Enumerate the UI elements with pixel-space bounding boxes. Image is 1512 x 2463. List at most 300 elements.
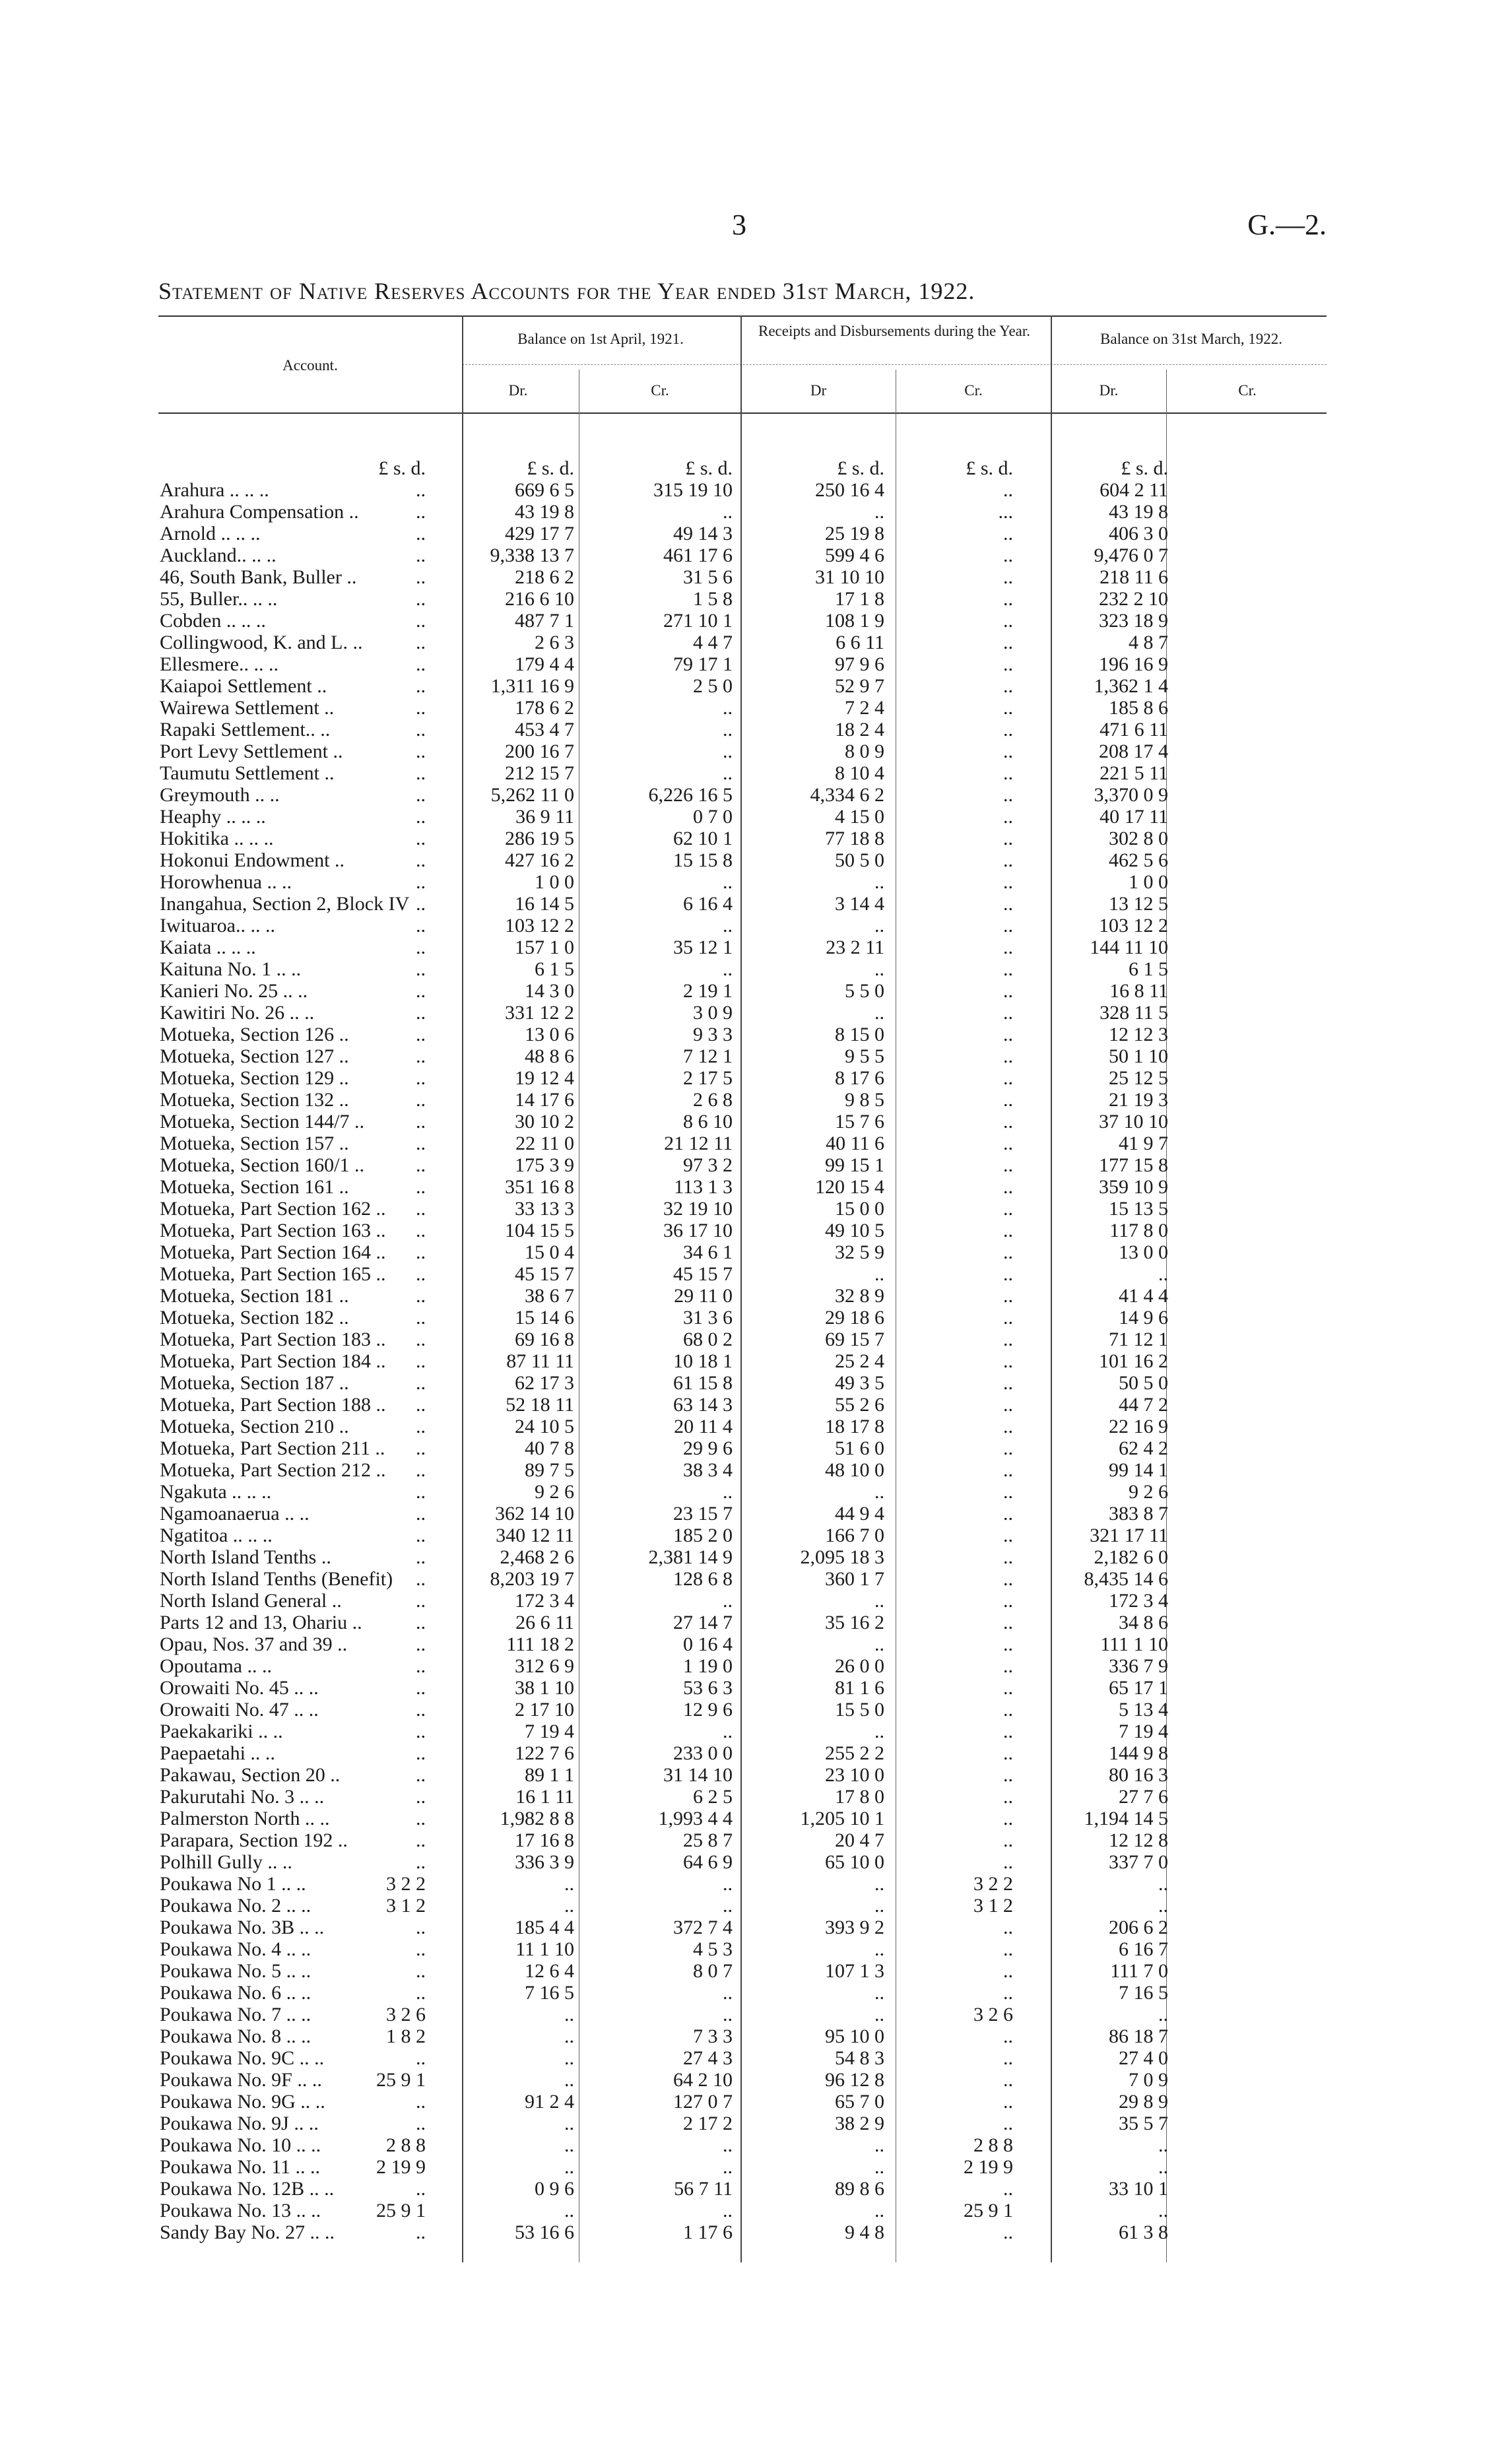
table-row [158, 1241, 1327, 1263]
amount-cell: 406 3 0 [1109, 523, 1168, 544]
table-row [158, 610, 1327, 632]
amount-cell: .. [874, 2004, 884, 2025]
page-title: Statement of Native Reserves Accounts for the Year ended 31st March, 1922. [158, 278, 975, 304]
account-name: Port Levy Settlement .. [160, 740, 343, 762]
table-row [158, 849, 1327, 871]
amount-cell: .. [416, 1764, 426, 1786]
table-row [158, 1024, 1327, 1045]
amount-cell: 99 14 1 [1109, 1459, 1168, 1481]
amount-cell: .. [416, 632, 426, 653]
amount-cell: 31 14 10 [663, 1764, 733, 1786]
amount-cell: .. [1003, 719, 1013, 740]
amount-cell: 89 1 1 [525, 1764, 574, 1786]
account-name: North Island General .. [160, 1590, 342, 1612]
table-row [158, 1394, 1327, 1416]
amount-cell: 3 14 4 [835, 893, 884, 915]
amount-cell: 218 6 2 [515, 566, 574, 588]
amount-cell: .. [416, 893, 426, 915]
table-row [158, 479, 1327, 501]
amount-cell: .. [1003, 1089, 1013, 1111]
amount-cell: 4 5 3 [693, 1938, 733, 1960]
table-row [158, 1873, 1327, 1895]
amount-cell: 9 2 6 [1129, 1481, 1168, 1503]
amount-cell: .. [416, 1938, 426, 1960]
amount-cell: 22 16 9 [1109, 1416, 1168, 1437]
page-number: 3 [732, 209, 746, 241]
table-row [158, 544, 1327, 566]
amount-cell: 7 0 9 [1129, 2069, 1168, 2091]
amount-cell: .. [874, 871, 884, 893]
amount-cell: 7 19 4 [525, 1721, 574, 1742]
amount-cell: .. [1003, 1829, 1013, 1851]
amount-cell: 604 2 11 [1100, 479, 1168, 501]
amount-cell: 14 9 6 [1119, 1307, 1168, 1329]
table-row [158, 1546, 1327, 1568]
amount-cell: .. [416, 1307, 426, 1329]
amount-cell: .. [1003, 1481, 1013, 1503]
amount-cell: .. [1003, 1568, 1013, 1590]
amount-cell: .. [416, 1786, 426, 1808]
amount-cell: .. [416, 1024, 426, 1045]
amount-cell: 6 16 4 [683, 893, 733, 915]
amount-cell: .. [416, 479, 426, 501]
account-name: Taumutu Settlement .. [160, 762, 335, 784]
account-name: Poukawa No. 5 .. .. [160, 1960, 312, 1982]
amount-cell: 172 3 4 [515, 1590, 574, 1612]
account-name: Kanieri No. 25 .. .. [160, 980, 308, 1002]
amount-cell: 216 6 10 [505, 588, 574, 610]
table-row [158, 980, 1327, 1002]
table-row [158, 828, 1327, 849]
amount-cell: 14 3 0 [525, 980, 574, 1002]
amount-cell: 250 16 4 [815, 479, 884, 501]
account-name: Poukawa No 1 .. .. [160, 1873, 306, 1895]
amount-cell: .. [1003, 740, 1013, 762]
amount-cell: 13 12 5 [1109, 893, 1168, 915]
amount-cell: 8 0 7 [693, 1960, 733, 1982]
amount-cell: .. [416, 1982, 426, 2004]
amount-cell: 48 10 0 [825, 1459, 884, 1481]
amount-cell: .. [416, 697, 426, 719]
amount-cell: .. [1003, 1459, 1013, 1481]
table-row [158, 871, 1327, 893]
amount-cell: .. [416, 1525, 426, 1546]
amount-cell: 0 16 4 [683, 1633, 733, 1655]
amount-cell: 5 5 0 [845, 980, 884, 1002]
amount-cell: .. [1003, 1525, 1013, 1546]
account-name: Poukawa No. 9J .. .. [160, 2113, 319, 2134]
account-name: Pakawau, Section 20 .. [160, 1764, 341, 1786]
amount-cell: .. [416, 740, 426, 762]
amount-cell: .. [1003, 675, 1013, 697]
account-name: Arahura .. .. .. [160, 479, 269, 501]
amount-cell: 9,476 0 7 [1094, 544, 1168, 566]
account-name: Heaphy .. .. .. [160, 806, 266, 828]
amount-cell: .. [416, 501, 426, 523]
amount-cell: 103 12 2 [505, 915, 574, 936]
amount-cell: .. [416, 2091, 426, 2113]
amount-cell: .. [1003, 1546, 1013, 1568]
account-name: Motueka, Section 160/1 .. [160, 1154, 364, 1176]
amount-cell: 19 12 4 [515, 1067, 574, 1089]
account-name: Motueka, Section 129 .. [160, 1067, 349, 1089]
table-row [158, 893, 1327, 915]
amount-cell: 1,205 10 1 [800, 1808, 884, 1829]
amount-cell: 41 9 7 [1119, 1133, 1168, 1154]
account-name: Orowaiti No. 47 .. .. [160, 1699, 319, 1721]
table-row [158, 1612, 1327, 1633]
amount-cell: 51 6 0 [835, 1437, 884, 1459]
amount-cell: 25 9 1 [964, 2200, 1013, 2221]
amount-cell: 52 18 11 [506, 1394, 574, 1416]
amount-cell: .. [416, 1111, 426, 1133]
table-row [158, 588, 1327, 610]
amount-cell: .. [416, 544, 426, 566]
table-row [158, 566, 1327, 588]
account-name: Motueka, Part Section 184 .. [160, 1350, 386, 1372]
amount-cell: 1,982 8 8 [500, 1808, 574, 1829]
table-row [158, 1002, 1327, 1024]
account-name: Auckland.. .. .. [160, 544, 277, 566]
account-name: Collingwood, K. and L. .. [160, 632, 363, 653]
amount-cell: 128 6 8 [673, 1568, 733, 1590]
amount-cell: 11 1 10 [515, 1938, 574, 1960]
amount-cell: 218 11 6 [1100, 566, 1168, 588]
amount-cell: 185 4 4 [515, 1917, 574, 1938]
amount-cell: .. [1003, 2047, 1013, 2069]
amount-cell: .. [564, 2004, 574, 2025]
table-row [158, 740, 1327, 762]
amount-cell: 9 3 3 [693, 1024, 733, 1045]
account-name: Poukawa No. 11 .. .. [160, 2156, 321, 2178]
amount-cell: .. [416, 1851, 426, 1873]
table-row [158, 1808, 1327, 1829]
amount-cell: 360 1 7 [825, 1568, 884, 1590]
amount-cell: 36 17 10 [663, 1220, 733, 1241]
amount-cell: 38 6 7 [525, 1285, 574, 1307]
currency-label: £ s. d. [1121, 457, 1168, 479]
amount-cell: .. [1158, 2156, 1168, 2178]
amount-cell: 1 17 6 [683, 2221, 733, 2243]
amount-cell: 62 10 1 [673, 828, 733, 849]
amount-cell: 200 16 7 [505, 740, 574, 762]
table-row [158, 1742, 1327, 1764]
amount-cell: 15 14 6 [515, 1307, 574, 1329]
amount-cell: .. [416, 1917, 426, 1938]
amount-cell: .. [1003, 610, 1013, 632]
amount-cell: 21 19 3 [1109, 1089, 1168, 1111]
account-name: Palmerston North .. .. [160, 1808, 330, 1829]
table-row [158, 936, 1327, 958]
amount-cell: 166 7 0 [825, 1525, 884, 1546]
amount-cell: 9,338 13 7 [490, 544, 574, 566]
account-name: Parts 12 and 13, Ohariu .. [160, 1612, 362, 1633]
amount-cell: 315 19 10 [653, 479, 733, 501]
amount-cell: 25 8 7 [683, 1829, 733, 1851]
amount-cell: 29 9 6 [683, 1437, 733, 1459]
amount-cell: 80 16 3 [1109, 1764, 1168, 1786]
amount-cell: 4 15 0 [835, 806, 884, 828]
table-row [158, 653, 1327, 675]
account-name: Ellesmere.. .. .. [160, 653, 279, 675]
account-name: Horowhenua .. .. [160, 871, 292, 893]
amount-cell: 1,993 4 4 [658, 1808, 733, 1829]
amount-cell: 185 8 6 [1109, 697, 1168, 719]
amount-cell: .. [1003, 849, 1013, 871]
amount-cell: 15 5 0 [835, 1699, 884, 1721]
amount-cell: 27 4 3 [683, 2047, 733, 2069]
table-row [158, 1786, 1327, 1808]
amount-cell: 4 4 7 [693, 632, 733, 653]
amount-cell: 233 0 0 [673, 1742, 733, 1764]
amount-cell: .. [416, 1699, 426, 1721]
amount-cell: .. [1003, 1655, 1013, 1677]
amount-cell: .. [723, 2004, 733, 2025]
amount-cell: .. [1003, 1786, 1013, 1808]
amount-cell: 62 17 3 [515, 1372, 574, 1394]
table-row [158, 915, 1327, 936]
amount-cell: 48 8 6 [525, 1045, 574, 1067]
account-name: Paepaetahi .. .. [160, 1742, 275, 1764]
amount-cell: 4,334 6 2 [810, 784, 884, 806]
amount-cell: .. [416, 1829, 426, 1851]
amount-cell: 26 6 11 [515, 1612, 574, 1633]
amount-cell: 23 2 11 [826, 936, 884, 958]
amount-cell: .. [1003, 1721, 1013, 1742]
account-name: Paekakariki .. .. [160, 1721, 283, 1742]
amount-cell: 50 5 0 [1119, 1372, 1168, 1394]
amount-cell: 20 11 4 [674, 1416, 733, 1437]
amount-cell: .. [1003, 1742, 1013, 1764]
amount-cell: 17 1 8 [835, 588, 884, 610]
table-row [158, 1176, 1327, 1198]
amount-cell: 62 4 2 [1119, 1437, 1168, 1459]
amount-cell: 30 10 2 [515, 1111, 574, 1133]
amount-cell: 34 6 1 [683, 1241, 733, 1263]
account-name: Opau, Nos. 37 and 39 .. [160, 1633, 348, 1655]
amount-cell: 26 0 0 [835, 1655, 884, 1677]
amount-cell: 8,203 19 7 [490, 1568, 574, 1590]
amount-cell: 6,226 16 5 [648, 784, 733, 806]
amount-cell: .. [1003, 1851, 1013, 1873]
amount-cell: 232 2 10 [1099, 588, 1168, 610]
amount-cell: .. [1003, 893, 1013, 915]
amount-cell: .. [1003, 1329, 1013, 1350]
amount-cell: 2 8 8 [973, 2134, 1013, 2156]
amount-cell: 64 6 9 [683, 1851, 733, 1873]
table-row [158, 1089, 1327, 1111]
amount-cell: 49 10 5 [825, 1220, 884, 1241]
amount-cell: .. [874, 501, 884, 523]
table-row [158, 1481, 1327, 1503]
amount-cell: .. [1003, 958, 1013, 980]
amount-cell: 336 7 9 [1109, 1655, 1168, 1677]
amount-cell: .. [416, 1742, 426, 1764]
amount-cell: 99 15 1 [825, 1154, 884, 1176]
amount-cell: 8 15 0 [835, 1024, 884, 1045]
amount-cell: 172 3 4 [1109, 1590, 1168, 1612]
amount-cell: 2,468 2 6 [500, 1546, 574, 1568]
amount-cell: 12 12 8 [1109, 1829, 1168, 1851]
amount-cell: .. [1158, 1895, 1168, 1917]
table-row [158, 1503, 1327, 1525]
amount-cell: .. [723, 871, 733, 893]
amount-cell: .. [723, 2134, 733, 2156]
amount-cell: 65 7 0 [835, 2091, 884, 2113]
table-row [158, 1895, 1327, 1917]
amount-cell: .. [1003, 1154, 1013, 1176]
amount-cell: .. [416, 936, 426, 958]
account-name: Motueka, Part Section 164 .. [160, 1241, 386, 1263]
table-row [158, 1655, 1327, 1677]
amount-cell: 68 0 2 [683, 1329, 733, 1350]
amount-cell: 179 4 4 [515, 653, 574, 675]
account-name: Poukawa No. 4 .. .. [160, 1938, 312, 1960]
table-row [158, 501, 1327, 523]
page-code: G.—2. [1247, 209, 1327, 241]
amount-cell: .. [416, 2178, 426, 2200]
amount-cell: 144 11 10 [1090, 936, 1168, 958]
amount-cell: 429 17 7 [505, 523, 574, 544]
amount-cell: .. [416, 1481, 426, 1503]
amount-cell: 97 9 6 [835, 653, 884, 675]
amount-cell: 206 6 2 [1109, 1917, 1168, 1938]
amount-cell: .. [874, 1590, 884, 1612]
amount-cell: 34 8 6 [1119, 1612, 1168, 1633]
table-row [158, 1285, 1327, 1307]
account-name: Opoutama .. .. [160, 1655, 272, 1677]
amount-cell: 271 10 1 [663, 610, 733, 632]
amount-cell: .. [1003, 1263, 1013, 1285]
amount-cell: .. [723, 1873, 733, 1895]
amount-cell: .. [564, 1895, 574, 1917]
amount-cell: 3 1 2 [973, 1895, 1013, 1917]
amount-cell: .. [416, 828, 426, 849]
amount-cell: 16 1 11 [515, 1786, 574, 1808]
amount-cell: 2,381 14 9 [648, 1546, 733, 1568]
amount-cell: 10 18 1 [673, 1350, 733, 1372]
amount-cell: .. [874, 1873, 884, 1895]
amount-cell: .. [416, 1459, 426, 1481]
amount-cell: 89 7 5 [525, 1459, 574, 1481]
amount-cell: .. [416, 675, 426, 697]
amount-cell: 8 6 10 [683, 1111, 733, 1133]
account-name: Motueka, Part Section 163 .. [160, 1220, 386, 1241]
currency-label: £ s. d. [837, 457, 884, 479]
table-row [158, 806, 1327, 828]
amount-cell: .. [1158, 2200, 1168, 2221]
amount-cell: 21 12 11 [664, 1133, 733, 1154]
amount-cell: .. [416, 566, 426, 588]
amount-cell: .. [416, 1176, 426, 1198]
amount-cell: .. [874, 1895, 884, 1917]
amount-cell: .. [723, 1590, 733, 1612]
amount-cell: 35 16 2 [825, 1612, 884, 1633]
account-name: Poukawa No. 9F .. .. [160, 2069, 322, 2091]
account-name: Motueka, Section 127 .. [160, 1045, 349, 1067]
amount-cell: .. [1003, 1241, 1013, 1263]
table-row [158, 1699, 1327, 1721]
amount-cell: 64 2 10 [673, 2069, 733, 2091]
amount-cell: 3 0 9 [693, 1002, 733, 1024]
amount-cell: 340 12 11 [496, 1525, 574, 1546]
account-name: Iwituaroa.. .. .. [160, 915, 275, 936]
table-row [158, 632, 1327, 653]
amount-cell: 25 9 1 [376, 2069, 426, 2091]
amount-cell: 24 10 5 [515, 1416, 574, 1437]
amount-cell: 86 18 7 [1109, 2025, 1168, 2047]
header-account: Account. [282, 357, 338, 374]
amount-cell: 1,194 14 5 [1084, 1808, 1168, 1829]
header-receipts: Receipts and Disbursements during the Year. [758, 323, 1031, 339]
amount-cell: .. [1003, 1394, 1013, 1416]
account-name: Greymouth .. .. [160, 784, 280, 806]
amount-cell: .. [1003, 544, 1013, 566]
amount-cell: 471 6 11 [1100, 719, 1168, 740]
account-name: Hokitika .. .. .. [160, 828, 274, 849]
currency-label: £ s. d. [378, 457, 426, 479]
amount-cell: 35 12 1 [673, 936, 733, 958]
amount-cell: .. [416, 1612, 426, 1633]
amount-cell: 359 10 9 [1099, 1176, 1168, 1198]
amount-cell: .. [1003, 1285, 1013, 1307]
amount-cell: 1,311 16 9 [490, 675, 574, 697]
amount-cell: 462 5 6 [1109, 849, 1168, 871]
amount-cell: 3 2 2 [973, 1873, 1013, 1895]
amount-cell: .. [723, 740, 733, 762]
amount-cell: 127 0 7 [673, 2091, 733, 2113]
amount-cell: .. [416, 1263, 426, 1285]
amount-cell: 9 5 5 [845, 1045, 884, 1067]
amount-cell: 3 1 2 [386, 1895, 426, 1917]
account-name: Kawitiri No. 26 .. .. [160, 1002, 315, 1024]
amount-cell: 49 3 5 [835, 1372, 884, 1394]
amount-cell: .. [564, 2113, 574, 2134]
amount-cell: .. [1003, 1307, 1013, 1329]
amount-cell: 71 12 1 [1109, 1329, 1168, 1350]
amount-cell: 29 11 0 [674, 1285, 733, 1307]
amount-cell: .. [723, 915, 733, 936]
amount-cell: 29 18 6 [825, 1307, 884, 1329]
amount-cell: .. [564, 2025, 574, 2047]
amount-cell: .. [416, 1633, 426, 1655]
table-row [158, 1590, 1327, 1612]
amount-cell: 3 2 6 [973, 2004, 1013, 2025]
amount-cell: 18 2 4 [835, 719, 884, 740]
amount-cell: .. [723, 1721, 733, 1742]
amount-cell: .. [416, 1437, 426, 1459]
amount-cell: 17 16 8 [515, 1829, 574, 1851]
amount-cell: 23 15 7 [673, 1503, 733, 1525]
amount-cell: 91 2 4 [525, 2091, 574, 2113]
amount-cell: .. [416, 1002, 426, 1024]
amount-cell: 55 2 6 [835, 1394, 884, 1416]
amount-cell: 13 0 0 [1119, 1241, 1168, 1263]
account-name: Ngamoanaerua .. .. [160, 1503, 310, 1525]
table-row [158, 1045, 1327, 1067]
table-row [158, 1829, 1327, 1851]
account-name: Motueka, Section 144/7 .. [160, 1111, 364, 1133]
amount-cell: .. [1003, 1982, 1013, 2004]
amount-cell: .. [416, 1808, 426, 1829]
amount-cell: .. [1003, 1024, 1013, 1045]
table-row [158, 1917, 1327, 1938]
amount-cell: 16 14 5 [515, 893, 574, 915]
amount-cell: 111 18 2 [506, 1633, 574, 1655]
table-row [158, 2025, 1327, 2047]
table-row [158, 2069, 1327, 2091]
account-name: Motueka, Section 132 .. [160, 1089, 349, 1111]
